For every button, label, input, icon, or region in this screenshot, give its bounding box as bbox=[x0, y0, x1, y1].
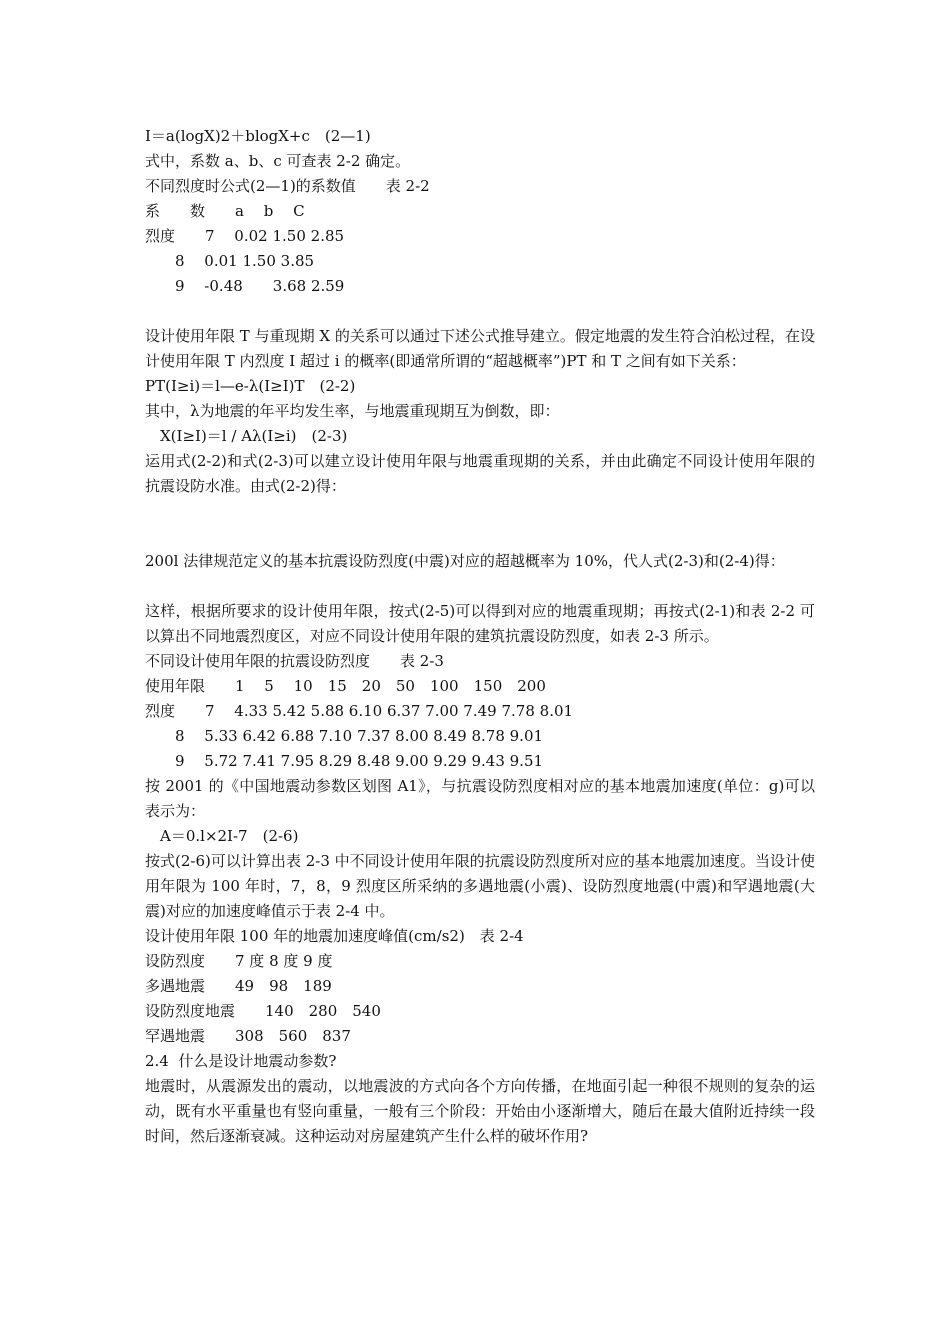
paragraph: 按 2001 的《中国地震动参数区划图 A1》，与抗震设防烈度相对应的基本地震加速度(单位：g)可以表示为： bbox=[145, 777, 815, 820]
paragraph: 200l 法律规范定义的基本抗震设防烈度(中震)对应的超越概率为 10%，代人式(2-3)和(2-4)得： bbox=[145, 552, 785, 570]
table-2-4-header: 设防烈度 7 度 8 度 9 度 bbox=[145, 952, 333, 970]
formula-2-3: X(I≥I)＝l / Aλ(I≥i) (2-3) bbox=[145, 427, 348, 445]
table-2-4-row: 罕遇地震 308 560 837 bbox=[145, 1027, 351, 1045]
table-2-3-caption: 不同设计使用年限的抗震设防烈度 表 2-3 bbox=[145, 652, 444, 670]
section-heading: 2.4 什么是设计地震动参数? bbox=[145, 1052, 337, 1070]
paragraph: 设计使用年限 T 与重现期 X 的关系可以通过下述公式推导建立。假定地震的发生符合泊松过程，在设计使用年限 T 内烈度 I 超过 i 的概率(即通常所谓的“超越概率”)PT 和 T 之间有如下关系： bbox=[145, 327, 815, 370]
table-2-2-row: 8 0.01 1.50 3.85 bbox=[145, 252, 315, 270]
table-2-3-header: 使用年限 1 5 10 15 20 50 100 150 200 bbox=[145, 677, 546, 695]
table-2-2-header: 系 数 a b C bbox=[145, 202, 305, 220]
paragraph: 地震时，从震源发出的震动，以地震波的方式向各个方向传播，在地面引起一种很不规则的复杂的运动，既有水平重量也有竖向重量，一般有三个阶段：开始由小逐渐增大，随后在最大值附近持续一段时间，然后逐渐衰减。这种运动对房屋建筑产生什么样的破坏作用? bbox=[145, 1077, 815, 1145]
table-2-3-row: 8 5.33 6.42 6.88 7.10 7.37 8.00 8.49 8.78 9.01 bbox=[145, 727, 544, 745]
table-2-4-row: 设防烈度地震 140 280 540 bbox=[145, 1002, 381, 1020]
paragraph: 运用式(2-2)和式(2-3)可以建立设计使用年限与地震重现期的关系，并由此确定不同设计使用年限的抗震设防水准。由式(2-2)得： bbox=[145, 452, 815, 495]
paragraph: 这样，根据所要求的设计使用年限，按式(2-5)可以得到对应的地震重现期；再按式(2-1)和表 2-2 可以算出不同地震烈度区，对应不同设计使用年限的建筑抗震设防烈度，如表 2-3 所示。 bbox=[145, 602, 815, 645]
table-2-2-row: 9 -0.48 3.68 2.59 bbox=[145, 277, 345, 295]
formula-2-2: PT(I≥i)＝l—e-λ(I≥I)T (2-2) bbox=[145, 377, 356, 395]
paragraph: 按式(2-6)可以计算出表 2-3 中不同设计使用年限的抗震设防烈度所对应的基本地震加速度。当设计使用年限为 100 年时，7，8，9 烈度区所采纳的多遇地震(小震)、设防烈度地震(中震)和罕遇地震(大震)对应的加速度峰值示于表 2-4 中。 bbox=[145, 852, 815, 920]
document-body bbox=[145, 124, 815, 1149]
table-2-2-row: 烈度 7 0.02 1.50 2.85 bbox=[145, 227, 345, 245]
formula-2-6: A＝0.l×2I-7 (2-6) bbox=[145, 827, 299, 845]
table-2-4-caption: 设计使用年限 100 年的地震加速度峰值(cm/s2) 表 2-4 bbox=[145, 927, 524, 945]
table-2-3-row: 9 5.72 7.41 7.95 8.29 8.48 9.00 9.29 9.43 9.51 bbox=[145, 752, 544, 770]
table-2-2-caption: 不同烈度时公式(2—1)的系数值 表 2-2 bbox=[145, 177, 430, 195]
text-line: 式中，系数 a、b、c 可查表 2-2 确定。 bbox=[145, 152, 411, 170]
table-2-4-row: 多遇地震 49 98 189 bbox=[145, 977, 332, 995]
table-2-3-row: 烈度 7 4.33 5.42 5.88 6.10 6.37 7.00 7.49 7.78 8.01 bbox=[145, 702, 574, 720]
formula-2-1: I＝a(logX)2＋blogX+c (2—1) bbox=[145, 127, 371, 145]
text-line: 其中，λ为地震的年平均发生率，与地震重现期互为倒数，即： bbox=[145, 402, 560, 420]
